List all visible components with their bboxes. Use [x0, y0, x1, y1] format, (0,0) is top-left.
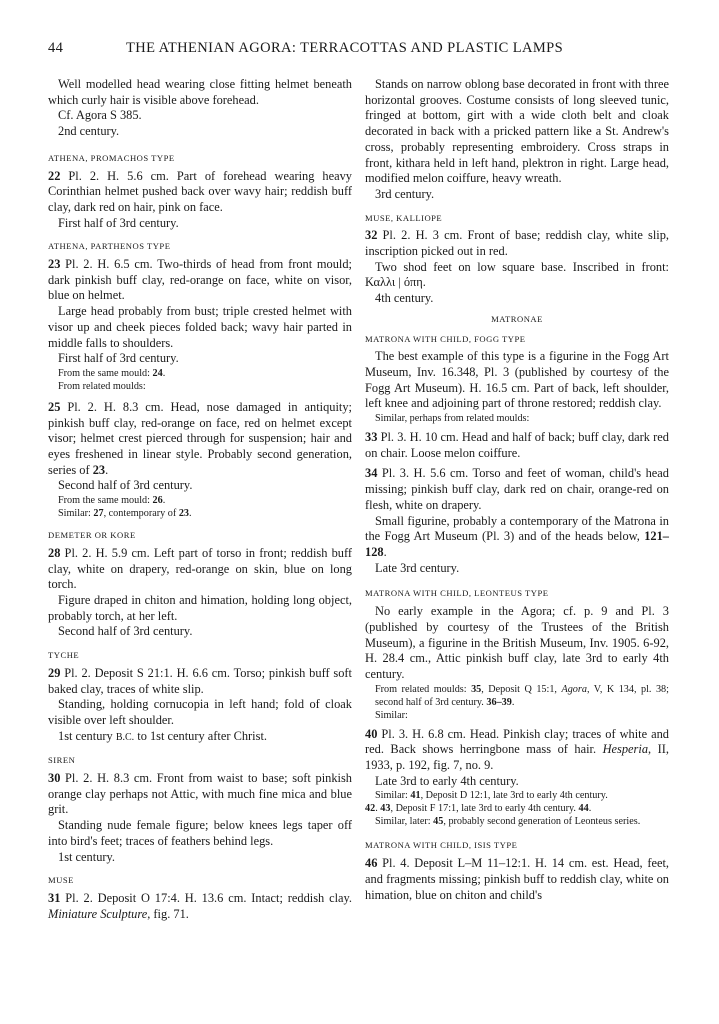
fogg-type-similar: Similar, perhaps from related moulds: — [375, 413, 530, 425]
section-matronae: MATRONAE — [491, 313, 543, 324]
two-column-body — [48, 77, 669, 922]
heading-athena-parthenos: ATHENA, PARTHENOS TYPE — [48, 241, 171, 252]
catalogue-number: 31 — [48, 890, 61, 905]
entry-34-date: Late 3rd century. — [375, 560, 460, 575]
entry-40-date: Late 3rd to early 4th century. — [375, 773, 519, 788]
intro-reference: Cf. Agora S 385. — [58, 108, 142, 123]
catalogue-number: 40 — [365, 726, 378, 741]
heading-athena-promachos: ATHENA, PROMACHOS TYPE — [48, 152, 175, 163]
catalogue-number: 22 — [48, 168, 61, 183]
entry-30: 30 Pl. 2. H. 8.3 cm. Front from waist to base; soft pinkish orange clay perhaps not Attic, with much fine mica and blue grit. — [48, 771, 352, 817]
fogg-type-text: The best example of this type is a figurine in the Fogg Art Museum, Inv. 16.348, Pl. 3 (published by courtesy of the Fogg Art Museum). H. 16.5 cm. Part of back, left shoulder, left knee and adjoining part of throne restored; reddish clay. — [365, 349, 669, 411]
entry-28: 28 Pl. 2. H. 5.9 cm. Left part of torso in front; reddish buff clay, white on drapery, red-orange on skin, blue on long torch. — [48, 545, 352, 592]
heading-muse: MUSE — [48, 875, 74, 886]
catalogue-number: 30 — [48, 771, 61, 786]
entry-40: 40 Pl. 3. H. 6.8 cm. Head. Pinkish clay; traces of white and red. Back shows herringbone mass of hair. Hesperia, II, 1933, p. 192, fig. 7, no. 9. — [365, 726, 669, 773]
heading-isis-type: MATRONA WITH CHILD, ISIS TYPE — [365, 840, 518, 851]
entry-23-related-moulds: From related moulds: — [58, 380, 146, 392]
page-number: 44 — [48, 40, 64, 56]
catalogue-number: 32 — [365, 228, 378, 243]
leonteus-related-moulds: From related moulds: 35, Deposit Q 15:1, Agora, V, K 134, pl. 38; second half of 3rd century. 36–39. — [375, 683, 669, 708]
catalogue-number: 23 — [48, 257, 61, 272]
heading-muse-kalliope: MUSE, KALLIOPE — [365, 212, 443, 223]
entry-31: 31 Pl. 2. Deposit O 17:4. H. 13.6 cm. Intact; reddish clay. Miniature Sculpture, fig. 71. — [48, 890, 352, 921]
entry-28-date: Second half of 3rd century. — [58, 624, 193, 639]
entry-34: 34 Pl. 3. H. 5.6 cm. Torso and feet of woman, child's head missing; pinkish buff clay, dark red on chair, orange-red on flesh, white on drapery. — [365, 466, 669, 512]
leonteus-type-text: No early example in the Agora; cf. p. 9 and Pl. 3 (published by courtesy of the Trustees of the British Museum), a figurine in the British Museum, Inv. 1905. 6-92, H. 28.4 cm., Attic pinkish buff clay, late 3rd to early 4th century. — [365, 604, 669, 681]
entry-22: 22 Pl. 2. H. 5.6 cm. Part of forehead wearing heavy Corinthian helmet pushed back over wavy hair; reddish buff clay, dark red on hair, pink on face. — [48, 168, 352, 214]
entry-30-date: 1st century. — [58, 849, 116, 864]
entry-32: 32 Pl. 2. H. 3 cm. Front of base; reddish clay, white slip, inscription picked out in red. — [365, 228, 669, 259]
entry-23-date: First half of 3rd century. — [58, 351, 179, 366]
catalogue-number: 28 — [48, 545, 61, 560]
entry-25-same-mould: From the same mould: 26. — [58, 495, 166, 507]
heading-siren: SIREN — [48, 755, 76, 766]
entry-23: 23 Pl. 2. H. 6.5 cm. Two-thirds of head from front mould; dark pinkish buff clay, red-orange on face, white on visor, blue on helmet. — [48, 257, 352, 303]
entry-31-continued: Stands on narrow oblong base decorated in front with three horizontal grooves. Costume consists of long sleeved tunic, fringed at bottom, girt with a wide cloth belt and cloak decorated in back with a pricked pattern like a St. Andrew's cross, probably representing embroidery. Cross straps in front, kithara held in left hand, plektron in right. Large head, modified melon coiffure, heavy wreath. — [365, 77, 669, 186]
entry-22-date: First half of 3rd century. — [58, 215, 179, 230]
entry-40-similar-41: Similar: 41, Deposit D 12:1, late 3rd to early 4th century. — [375, 790, 608, 802]
entry-25: 25 Pl. 2. H. 8.3 cm. Head, nose damaged in antiquity; pinkish buff clay, red-orange on face, red on helmet except visor; helmet crest pierced through for suspension; hair and eyes freshened in linear style. Probably second generation, series of 23. — [48, 399, 352, 477]
entry-40-similar-later: Similar, later: 45, probably second generation of Leonteus series. — [375, 816, 641, 828]
heading-tyche: TYCHE — [48, 650, 80, 661]
heading-fogg-type: MATRONA WITH CHILD, FOGG TYPE — [365, 333, 526, 344]
running-title: THE ATHENIAN AGORA: TERRACOTTAS AND PLASTIC LAMPS — [126, 40, 564, 56]
entry-23-same-mould: From the same mould: 24. — [58, 367, 166, 379]
catalogue-number: 29 — [48, 665, 61, 680]
catalogue-number: 34 — [365, 466, 378, 481]
catalogue-number: 46 — [365, 856, 378, 871]
catalogue-number: 25 — [48, 399, 61, 414]
intro-text: Well modelled head wearing close fitting helmet beneath which curly hair is visible above forehead. — [48, 77, 352, 107]
entry-34-description: Small figurine, probably a contemporary of the Matrona in the Fogg Art Museum (Pl. 3) and of the heads below, 121–128. — [365, 513, 669, 559]
leonteus-similar: Similar: — [375, 709, 408, 721]
entry-46: 46 Pl. 4. Deposit L–M 11–12:1. H. 14 cm. est. Head, feet, and fragments missing; pinkish buff to reddish clay, white on himation, blue on chiton and child's — [365, 856, 669, 902]
heading-demeter-or-kore: DEMETER OR KORE — [48, 530, 136, 541]
right-column — [365, 77, 669, 922]
entry-29-date: 1st century B.C. to 1st century after Christ. — [58, 728, 267, 743]
entry-25-similar: Similar: 27, contemporary of 23. — [58, 508, 192, 520]
intro-date: 2nd century. — [58, 124, 120, 139]
entry-28-description: Figure draped in chiton and himation, holding long object, probably torch, at her left. — [48, 592, 352, 623]
entry-29: 29 Pl. 2. Deposit S 21:1. H. 6.6 cm. Torso; pinkish buff soft baked clay, traces of white slip. — [48, 665, 352, 696]
entry-30-description: Standing nude female figure; below knees legs taper off into bird's feet; traces of feathers behind legs. — [48, 818, 352, 848]
heading-leonteus-type: MATRONA WITH CHILD, LEONTEUS TYPE — [365, 588, 549, 599]
entry-40-similar-42-44: 42. 43, Deposit F 17:1, late 3rd to early 4th century. 44. — [365, 803, 592, 815]
entry-29-description: Standing, holding cornucopia in left hand; fold of cloak visible over left shoulder. — [48, 697, 352, 727]
left-column — [48, 77, 352, 922]
entry-32-date: 4th century. — [375, 291, 434, 306]
catalogue-number: 33 — [365, 430, 378, 445]
page-header — [48, 40, 669, 57]
entry-25-date: Second half of 3rd century. — [58, 478, 193, 493]
entry-23-description: Large head probably from bust; triple crested helmet with visor up and cheek pieces folded back; wavy hair parted in middle falls to shoulders. — [48, 304, 352, 350]
entry-32-description: Two shod feet on low square base. Inscribed in front: Καλλι | όπη. — [365, 259, 669, 290]
entry-33: 33 Pl. 3. H. 10 cm. Head and half of back; buff clay, dark red on chair. Loose melon coiffure. — [365, 430, 669, 460]
entry-31-date: 3rd century. — [375, 186, 435, 201]
